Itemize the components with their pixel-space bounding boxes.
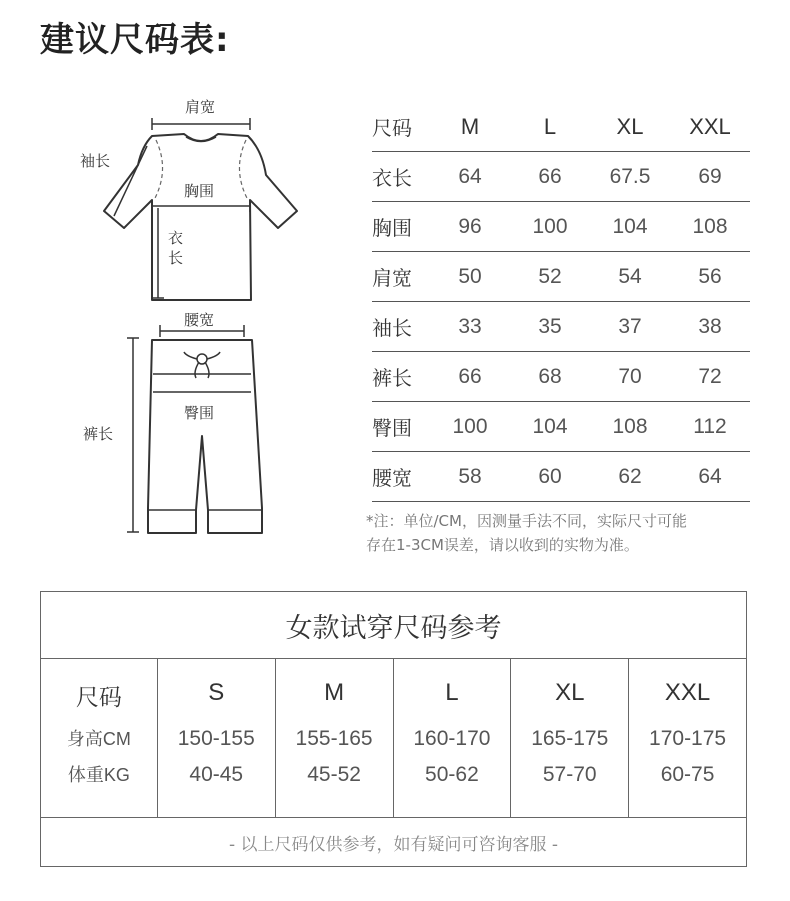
table-row bbox=[372, 402, 750, 452]
table-row bbox=[372, 152, 750, 202]
label-top-length-2: 长 bbox=[168, 249, 184, 267]
cell: 37 bbox=[618, 314, 642, 338]
row-label: 袖长 bbox=[372, 316, 412, 340]
table-row bbox=[372, 252, 750, 302]
reference-height: 150-155 bbox=[177, 727, 255, 750]
fitting-reference-table bbox=[40, 591, 747, 867]
reference-height: 155-165 bbox=[295, 727, 373, 750]
reference-title: 女款试穿尺码参考 bbox=[41, 592, 746, 659]
cell: 100 bbox=[532, 214, 568, 238]
table-row bbox=[372, 202, 750, 252]
note-line-1: *注：单位/CM，因测量手法不同，实际尺寸可能 bbox=[366, 512, 687, 530]
cell: 68 bbox=[538, 364, 562, 388]
reference-column-l bbox=[394, 659, 512, 817]
table-row bbox=[372, 302, 750, 352]
row-label: 肩宽 bbox=[372, 266, 412, 290]
reference-weight: 60-75 bbox=[660, 763, 715, 786]
label-pants-length: 裤长 bbox=[83, 425, 114, 443]
label-hip: 臀围 bbox=[184, 404, 215, 422]
reference-column-s bbox=[158, 659, 276, 817]
reference-size: S bbox=[208, 679, 225, 706]
reference-height: 165-175 bbox=[531, 727, 609, 750]
reference-grid bbox=[41, 659, 746, 818]
reference-size: M bbox=[324, 679, 345, 706]
shirt-outline bbox=[104, 134, 297, 300]
cell: 62 bbox=[618, 464, 642, 488]
cell: 104 bbox=[612, 214, 648, 238]
cell: 64 bbox=[698, 464, 722, 488]
cell: 60 bbox=[538, 464, 562, 488]
reference-column-xl bbox=[511, 659, 629, 817]
cell: 58 bbox=[458, 464, 482, 488]
table-row bbox=[372, 352, 750, 402]
label-chest: 胸围 bbox=[184, 182, 215, 200]
label-sleeve-length: 袖长 bbox=[80, 152, 111, 170]
size-header-label: 尺码 bbox=[372, 116, 412, 140]
cell: 67.5 bbox=[609, 164, 651, 188]
cell: 70 bbox=[618, 364, 642, 388]
reference-weight: 45-52 bbox=[307, 763, 361, 786]
cell: 104 bbox=[532, 414, 568, 438]
cell: 72 bbox=[698, 364, 722, 388]
size-table bbox=[372, 102, 750, 502]
size-table-header bbox=[372, 102, 750, 152]
cell: 112 bbox=[693, 414, 727, 438]
cell: 64 bbox=[458, 164, 482, 188]
cell: 33 bbox=[458, 314, 482, 338]
row-label: 臀围 bbox=[372, 416, 412, 440]
cell: 108 bbox=[612, 414, 648, 438]
cell: 108 bbox=[692, 214, 728, 238]
pants-outline bbox=[148, 340, 262, 533]
reference-header-label: 尺码 bbox=[75, 684, 122, 710]
cell: 50 bbox=[458, 264, 482, 288]
reference-weight: 50-62 bbox=[425, 763, 479, 786]
cell: 38 bbox=[698, 314, 722, 338]
reference-size: XXL bbox=[664, 679, 711, 706]
label-top-length: 衣 bbox=[168, 229, 184, 247]
cell: 100 bbox=[452, 414, 488, 438]
size-header-xl: XL bbox=[616, 113, 644, 139]
cell: 35 bbox=[538, 314, 562, 338]
table-row bbox=[372, 452, 750, 502]
row-label: 腰宽 bbox=[372, 466, 412, 490]
measurement-note bbox=[366, 509, 756, 557]
reference-footer: - 以上尺码仅供参考，如有疑问可咨询客服 - bbox=[228, 835, 559, 855]
reference-height: 160-170 bbox=[413, 727, 491, 750]
cell: 54 bbox=[618, 264, 642, 288]
row-label: 衣长 bbox=[372, 166, 412, 190]
reference-height: 170-175 bbox=[649, 727, 727, 750]
note-line-2: 存在1-3CM误差，请以收到的实物为准。 bbox=[366, 536, 639, 554]
row-label: 胸围 bbox=[372, 216, 412, 240]
size-header-xxl: XXL bbox=[689, 113, 731, 139]
reference-label-column bbox=[41, 659, 158, 817]
weight-label: 体重KG bbox=[67, 765, 130, 785]
cell: 52 bbox=[538, 264, 562, 288]
height-label: 身高CM bbox=[66, 729, 131, 749]
measurement-diagram bbox=[0, 0, 360, 560]
reference-column-xxl bbox=[629, 659, 746, 817]
label-shoulder-width: 肩宽 bbox=[185, 98, 216, 116]
cell: 96 bbox=[458, 214, 482, 238]
reference-weight: 40-45 bbox=[189, 763, 244, 786]
reference-weight: 57-70 bbox=[542, 763, 597, 786]
page-title: 建议尺码表: bbox=[40, 20, 230, 60]
reference-column-m bbox=[276, 659, 394, 817]
row-label: 裤长 bbox=[372, 366, 412, 390]
size-header-l: L bbox=[543, 113, 557, 139]
cell: 56 bbox=[698, 264, 722, 288]
label-waist-width: 腰宽 bbox=[184, 311, 215, 329]
cell: 69 bbox=[698, 164, 722, 188]
size-header-m: M bbox=[460, 113, 480, 139]
cell: 66 bbox=[538, 164, 562, 188]
reference-size: L bbox=[445, 679, 459, 706]
reference-size: XL bbox=[555, 679, 585, 706]
cell: 66 bbox=[458, 364, 482, 388]
